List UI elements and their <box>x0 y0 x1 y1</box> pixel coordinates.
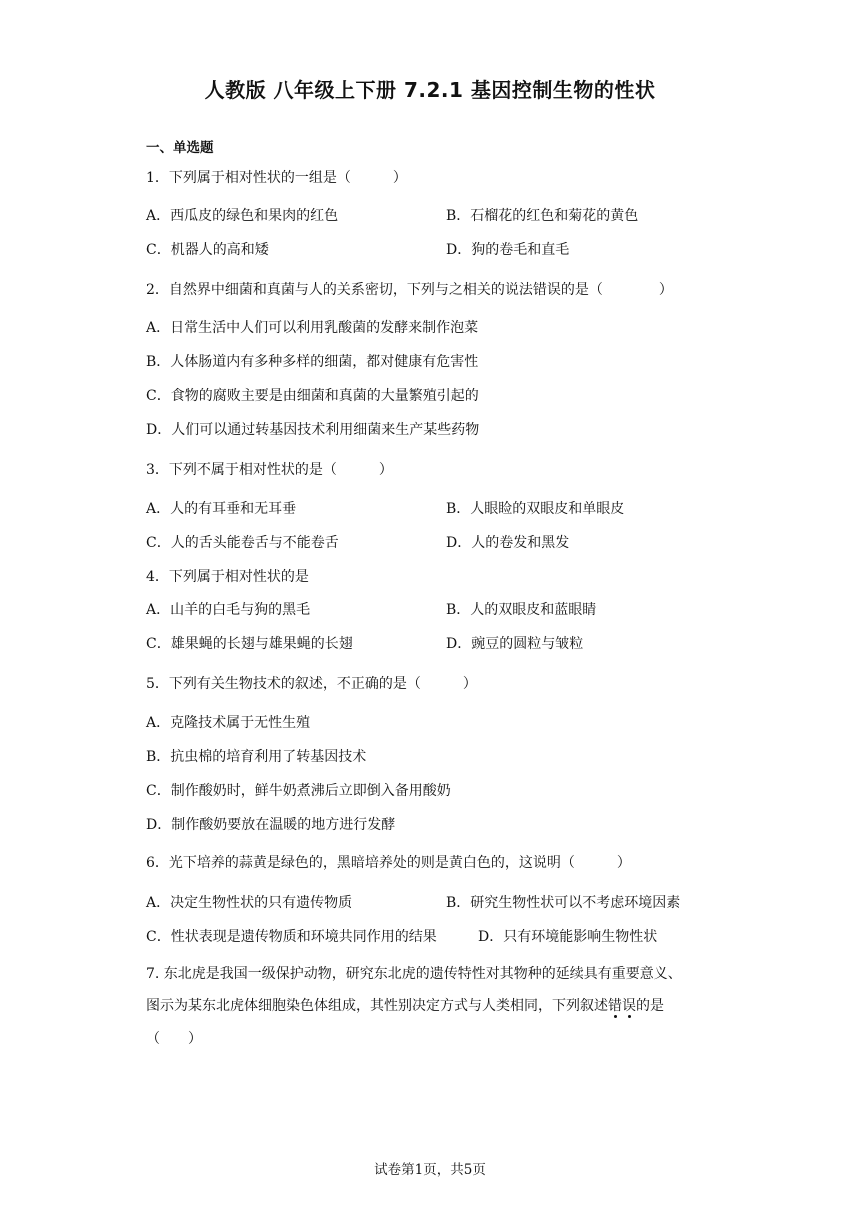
question-2-stem: 2．自然界中细菌和真菌与人的关系密切，下列与之相关的说法错误的是（ ） <box>146 282 673 298</box>
question-7-line-1: 7. 东北虎是我国一级保护动物，研究东北虎的遗传特性对其物种的延续具有重要意义、 <box>146 966 682 982</box>
question-3-stem: 3．下列不属于相对性状的是（ ） <box>146 462 393 478</box>
question-1-stem: 1．下列属于相对性状的一组是（ ） <box>146 170 407 186</box>
question-4-option-d: D．豌豆的圆粒与皱粒 <box>446 636 584 652</box>
emphasis-mark-char: 误 <box>622 998 636 1014</box>
question-5-option-d: D．制作酸奶要放在温暖的地方进行发酵 <box>146 817 396 833</box>
question-2-option-d: D．人们可以通过转基因技术利用细菌来生产某些药物 <box>146 422 480 438</box>
question-4-option-b: B．人的双眼皮和蓝眼睛 <box>446 602 597 618</box>
question-6-option-b: B．研究生物性状可以不考虑环境因素 <box>446 895 681 911</box>
question-6-option-a: A．决定生物性状的只有遗传物质 <box>146 895 353 911</box>
question-5-option-c: C．制作酸奶时，鲜牛奶煮沸后立即倒入备用酸奶 <box>146 783 451 799</box>
question-5-option-a: A．克隆技术属于无性生殖 <box>146 715 311 731</box>
question-1-option-b: B．石榴花的红色和菊花的黄色 <box>446 208 639 224</box>
question-7-line-2-text: 图示为某东北虎体细胞染色体组成，其性别决定方式与人类相同，下列叙述 <box>146 998 608 1014</box>
question-5-stem: 5．下列有关生物技术的叙述，不正确的是（ ） <box>146 676 477 692</box>
question-2-option-b: B．人体肠道内有多种多样的细菌，都对健康有危害性 <box>146 354 479 370</box>
question-1-option-d: D．狗的卷毛和直毛 <box>446 242 570 258</box>
question-6-option-d: D．只有环境能影响生物性状 <box>478 929 658 945</box>
question-4-stem: 4．下列属于相对性状的是 <box>146 569 309 585</box>
question-5-option-b: B．抗虫棉的培育利用了转基因技术 <box>146 749 367 765</box>
question-6-option-c: C．性状表现是遗传物质和环境共同作用的结果 <box>146 929 437 945</box>
question-7-line-2-tail: 的是 <box>636 998 664 1014</box>
question-2-option-a: A．日常生活中人们可以利用乳酸菌的发酵来制作泡菜 <box>146 320 479 336</box>
question-2-option-c: C．食物的腐败主要是由细菌和真菌的大量繁殖引起的 <box>146 388 479 404</box>
page-title: 人教版 八年级上下册 7.2.1 基因控制生物的性状 <box>204 78 656 102</box>
emphasis-mark-char: 错 <box>608 998 622 1014</box>
question-3-option-c: C．人的舌头能卷舌与不能卷舌 <box>146 535 339 551</box>
question-3-option-a: A．人的有耳垂和无耳垂 <box>146 501 297 517</box>
question-3-option-d: D．人的卷发和黑发 <box>446 535 570 551</box>
question-7-line-2 <box>146 996 664 1016</box>
question-1-option-c: C．机器人的高和矮 <box>146 242 269 258</box>
question-1-option-a: A．西瓜皮的绿色和果肉的红色 <box>146 208 339 224</box>
question-4-option-c: C．雄果蝇的长翅与雄果蝇的长翅 <box>146 636 353 652</box>
section-heading: 一、单选题 <box>146 140 214 156</box>
question-3-option-b: B．人眼睑的双眼皮和单眼皮 <box>446 501 625 517</box>
page-footer: 试卷第1页，共5页 <box>374 1162 486 1178</box>
question-6-stem: 6．光下培养的蒜黄是绿色的，黑暗培养处的则是黄白色的，这说明（ ） <box>146 855 631 871</box>
question-7-line-3: （ ） <box>146 1031 202 1047</box>
question-4-option-a: A．山羊的白毛与狗的黑毛 <box>146 602 311 618</box>
